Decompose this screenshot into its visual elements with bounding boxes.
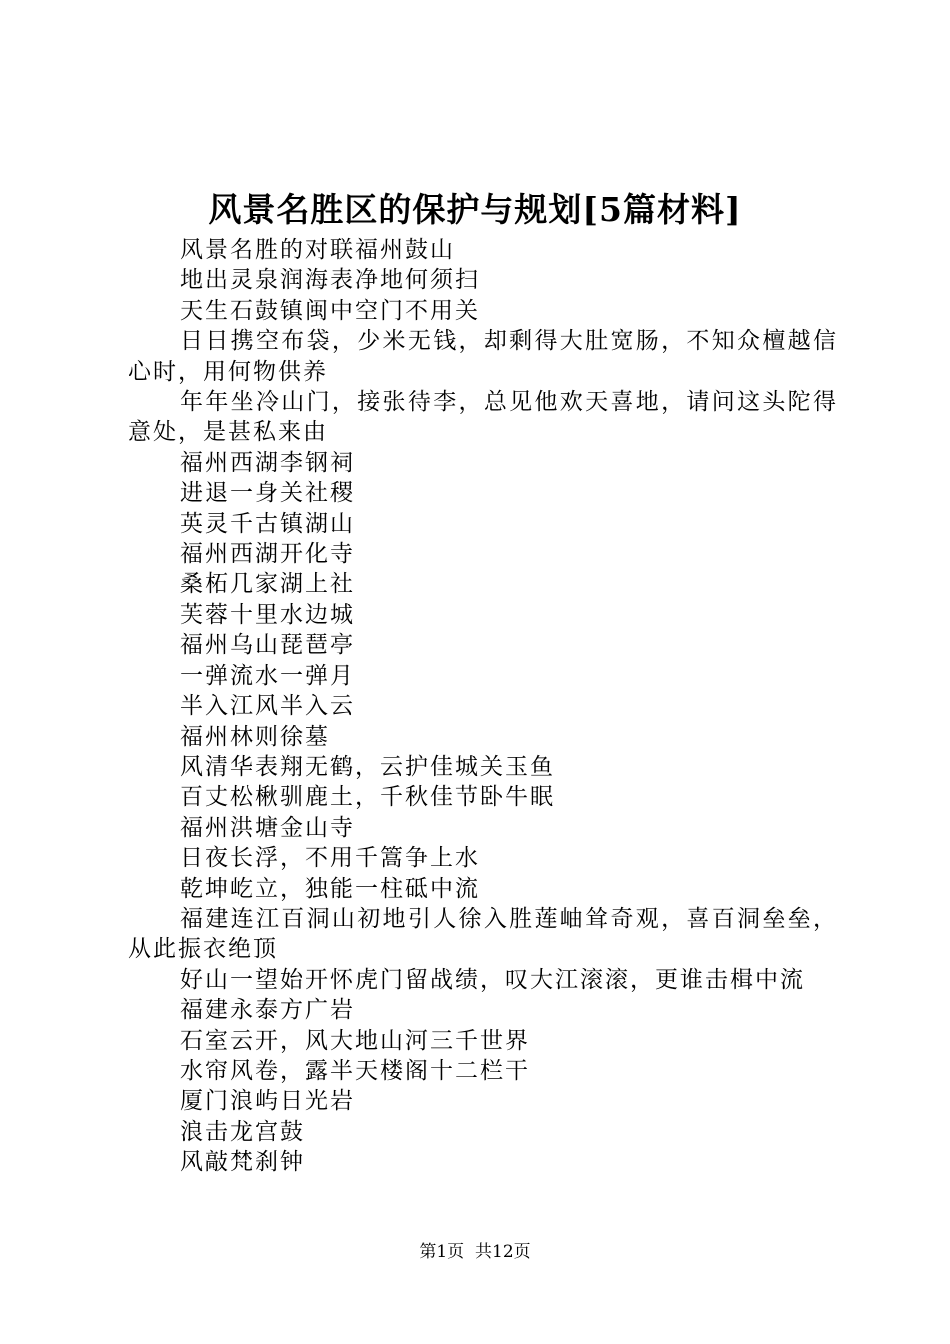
paragraph: 年年坐冷山门，接张待李，总见他欢天喜地，请问这头陀得意处，是甚私来由 — [128, 389, 838, 446]
page-footer — [0, 1240, 950, 1264]
paragraph: 百丈松楸驯鹿土，千秋佳节卧牛眠 — [180, 784, 555, 811]
paragraph: 水帘风卷，露半天楼阁十二栏干 — [180, 1057, 530, 1084]
paragraph: 日日携空布袋，少米无钱，却剩得大肚宽肠，不知众檀越信心时，用何物供养 — [128, 328, 838, 385]
paragraph: 福州洪塘金山寺 — [180, 814, 355, 841]
paragraph: 英灵千古镇湖山 — [180, 510, 355, 537]
paragraph: 风清华表翔无鹤，云护佳城关玉鱼 — [180, 753, 555, 780]
document-title: 风景名胜区的保护与规划[5篇材料] — [208, 190, 742, 229]
paragraph: 福州林则徐墓 — [180, 723, 330, 750]
page-number: 第1页 — [419, 1242, 465, 1262]
paragraph: 福建连江百洞山初地引人徐入胜莲岫耸奇观，喜百洞垒垒，从此振衣绝顶 — [128, 905, 838, 963]
paragraph: 芙蓉十里水边城 — [180, 601, 355, 628]
paragraph: 风景名胜的对联福州鼓山 — [180, 237, 455, 263]
paragraph: 半入江风半入云 — [180, 693, 355, 720]
paragraph: 石室云开，风大地山河三千世界 — [180, 1027, 530, 1054]
paragraph: 日夜长浮，不用千篙争上水 — [180, 845, 480, 872]
paragraph: 福州西湖李钢祠 — [180, 449, 355, 476]
paragraph: 进退一身关社稷 — [180, 480, 355, 507]
paragraph: 一弹流水一弹月 — [180, 662, 355, 689]
paragraph: 福州乌山琵琶亭 — [180, 632, 355, 659]
paragraph: 福建永泰方广岩 — [180, 997, 355, 1024]
paragraph: 浪击龙宫鼓 — [180, 1118, 305, 1145]
paragraph: 乾坤屹立，独能一柱砥中流 — [180, 875, 480, 902]
paragraph: 桑柘几家湖上社 — [180, 571, 355, 598]
paragraph: 地出灵泉润海表净地何须扫 — [180, 267, 480, 294]
paragraph: 厦门浪屿日光岩 — [180, 1088, 355, 1115]
page-total: 共12页 — [475, 1242, 531, 1262]
paragraph: 天生石鼓镇闽中空门不用关 — [180, 297, 480, 324]
paragraph: 风敲梵刹钟 — [180, 1149, 305, 1176]
document-body — [128, 235, 838, 1178]
paragraph: 好山一望始开怀虎门留战绩，叹大江滚滚，更谁击楫中流 — [180, 966, 805, 993]
paragraph: 福州西湖开化寺 — [180, 541, 355, 568]
